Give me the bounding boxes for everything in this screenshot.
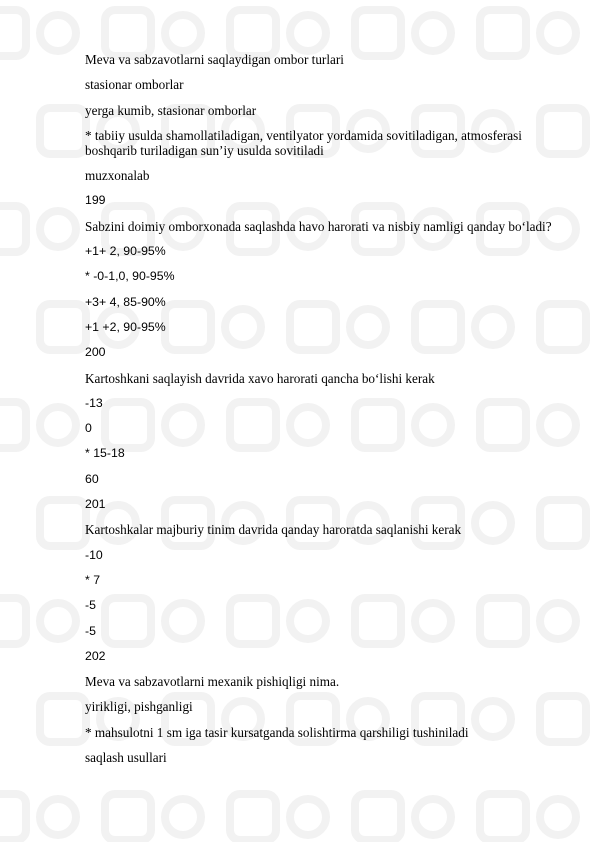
text-line: * tabiiy usulda shamollatiladigan, ventilyator yordamida sovitiladigan, atmosferasi boshqarib turiladigan sun’iy usulda sovitiladi	[85, 127, 522, 158]
text-line: -13	[85, 395, 103, 410]
text-line: Meva va sabzavotlarni saqlaydigan ombor turlari	[85, 52, 344, 67]
text-line: Kartoshkani saqlayish davrida xavo harorati qancha bo‘lishi kerak	[85, 370, 435, 386]
watermark-mark	[355, 10, 451, 56]
watermark-mark	[0, 598, 76, 644]
watermark-mark	[105, 794, 201, 840]
text-line: * 7	[85, 572, 101, 587]
watermark-mark	[0, 402, 76, 448]
watermark-mark	[0, 10, 76, 56]
text-line: * mahsulotni 1 sm iga tasir kursatganda solishtirma qarshiligi tushiniladi	[85, 724, 469, 740]
text-line: saqlash usullari	[85, 750, 167, 766]
text-line: yirikligi, pishganligi	[85, 699, 193, 715]
text-line: 60	[85, 471, 99, 486]
text-line: -5	[85, 598, 96, 613]
text-line: +1+ 2, 90-95%	[85, 244, 166, 259]
text-line: stasionar omborlar	[85, 77, 184, 93]
text-line: +3+ 4, 85-90%	[85, 294, 166, 309]
text-line: 202	[85, 648, 106, 663]
text-line: * 15-18	[85, 446, 125, 461]
text-line: Sabzini doimiy omborxonada saqlashda havo harorati va nisbiy namligi qanday bo‘ladi?	[85, 218, 552, 234]
text-line: * -0-1,0, 90-95%	[85, 269, 175, 284]
watermark-mark	[480, 794, 576, 840]
watermark-mark	[480, 10, 576, 56]
text-line: 0	[85, 421, 92, 436]
text-line: yerga kumib, stasionar omborlar	[85, 102, 257, 118]
text-line: Kartoshkalar majburiy tinim davrida qanday haroratda saqlanishi kerak	[85, 522, 462, 538]
watermark-mark	[0, 206, 76, 252]
text-line: -10	[85, 547, 103, 562]
text-line: -5	[85, 623, 96, 638]
watermark-mark	[230, 10, 326, 56]
text-line: muzxonalab	[85, 168, 150, 184]
document-body	[85, 52, 590, 775]
text-line: 199	[85, 193, 106, 208]
watermark-mark	[230, 794, 326, 840]
text-line: Meva va sabzavotlarni mexanik pishiqligi nima.	[85, 674, 340, 690]
watermark-mark	[0, 794, 76, 840]
text-line: +1 +2, 90-95%	[85, 319, 166, 334]
watermark-mark	[105, 10, 201, 56]
text-lines	[85, 52, 590, 765]
text-line: 200	[85, 345, 106, 360]
text-line: 201	[85, 497, 106, 512]
watermark-mark	[355, 794, 451, 840]
